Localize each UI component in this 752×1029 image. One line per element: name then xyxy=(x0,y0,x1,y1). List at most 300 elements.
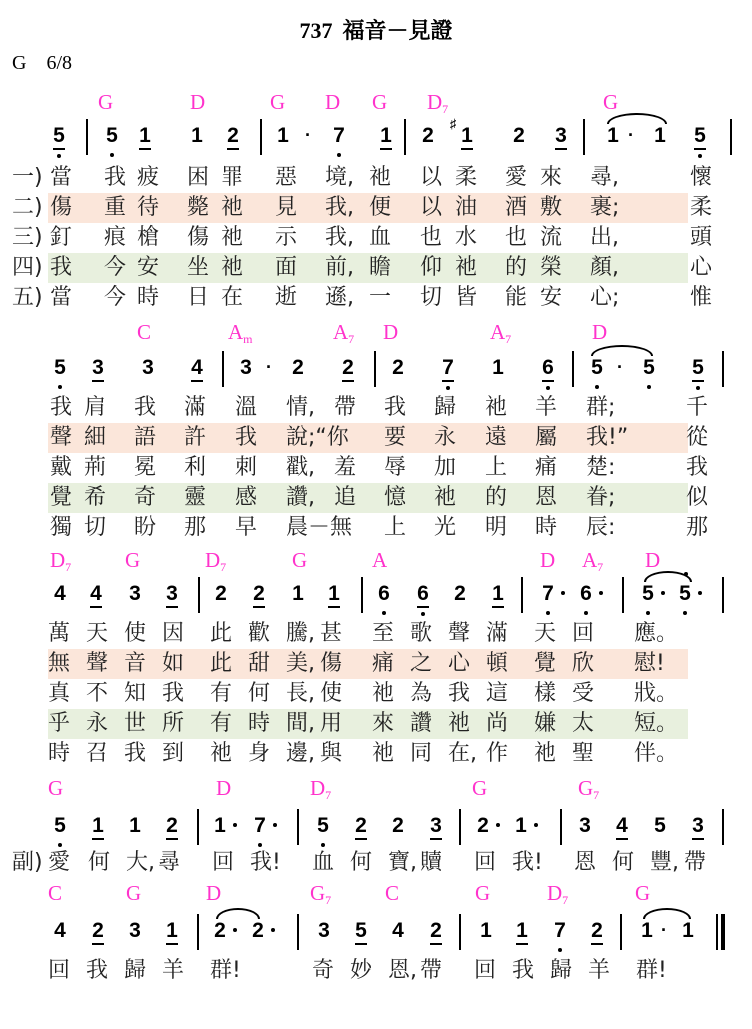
note: 3 xyxy=(318,919,330,942)
note: 4 xyxy=(189,357,205,378)
lyric-syllable: 肩 xyxy=(84,395,107,420)
chord-symbol: G xyxy=(603,90,619,114)
lyric-syllable: 群! xyxy=(636,958,667,983)
lyric-syllable: 世 xyxy=(124,711,147,736)
lyric-syllable: 疲 xyxy=(137,165,160,190)
augmentation-dot xyxy=(599,591,603,595)
lyric-syllable: 惡 xyxy=(275,165,298,190)
verse-label: 副) xyxy=(12,850,43,875)
lyric-syllable: 奇 xyxy=(312,958,335,983)
note: 2 xyxy=(392,814,404,837)
note: 2 xyxy=(392,356,404,379)
chord-symbol: D xyxy=(190,90,206,114)
lyric-syllable: 在, xyxy=(448,741,477,766)
lyric-syllable: 傷 xyxy=(320,651,343,676)
fermata-icon xyxy=(684,572,688,576)
note: 2 xyxy=(353,815,369,836)
lyric-syllable: 辰: xyxy=(586,515,616,540)
note: 2 xyxy=(225,125,241,146)
barline xyxy=(572,351,574,387)
lyric-syllable: 長, xyxy=(286,681,315,706)
eighth-underline xyxy=(227,148,239,150)
lower-octave-dot xyxy=(337,153,341,157)
lyric-syllable: 甚 xyxy=(320,621,343,646)
lyric-syllable: 戴 xyxy=(50,455,73,480)
barline xyxy=(361,577,363,613)
barline xyxy=(297,809,299,845)
lyric-syllable: 盼 xyxy=(134,515,157,540)
chord-symbol: D xyxy=(325,90,341,114)
lyric-syllable: 的 xyxy=(485,485,508,510)
augmentation-dot xyxy=(698,591,702,595)
lyric-syllable: 何 xyxy=(350,850,373,875)
lyric-syllable: 祂 xyxy=(221,195,244,220)
lyric-syllable: 歸 xyxy=(124,958,147,983)
lyric-syllable: 為 xyxy=(410,681,433,706)
lyric-syllable: 加 xyxy=(434,455,457,480)
lyric-syllable: 榮 xyxy=(540,255,563,280)
note: 2 xyxy=(212,920,228,941)
lyric-syllable: 此 xyxy=(210,621,233,646)
lyric-syllable: 出, xyxy=(590,225,619,250)
lyric-syllable: 上 xyxy=(384,515,407,540)
note: 3 xyxy=(129,919,141,942)
chord-symbol: G xyxy=(125,548,141,572)
lyric-syllable: 釘 xyxy=(50,225,73,250)
lyric-syllable: 痛 xyxy=(372,651,395,676)
lyric-syllable: 皆 xyxy=(455,285,478,310)
lyric-syllable: 逝 xyxy=(275,285,298,310)
lyric-syllable: 境, xyxy=(325,165,354,190)
lyric-syllable: 如 xyxy=(162,651,185,676)
lyric-syllable: 困 xyxy=(187,165,210,190)
note: 3 xyxy=(579,814,591,837)
lyric-syllable: 懷 xyxy=(690,165,713,190)
lyric-syllable: 也 xyxy=(505,225,528,250)
lyric-syllable: 讚 xyxy=(410,711,433,736)
tie-arc xyxy=(643,908,691,919)
chord-symbol: C xyxy=(385,881,400,905)
barline xyxy=(297,914,299,950)
lyric-syllable: 辱 xyxy=(384,455,407,480)
lyric-syllable: 短。 xyxy=(634,711,679,736)
lyric-syllable: 作 xyxy=(486,741,509,766)
lyric-syllable: 時 xyxy=(535,515,558,540)
eighth-underline xyxy=(492,606,504,608)
augmentation-dot xyxy=(271,928,275,932)
lyric-syllable: 柔 xyxy=(690,195,713,220)
lyric-syllable: 天 xyxy=(534,621,557,646)
lower-octave-dot xyxy=(698,154,702,158)
lyric-syllable: 明 xyxy=(485,515,508,540)
lyric-syllable: 至 xyxy=(372,621,395,646)
lyric-syllable: 此 xyxy=(210,651,233,676)
lyric-syllable: 利 xyxy=(184,455,207,480)
dot-separator: · xyxy=(266,357,272,377)
lyric-syllable: 祂 xyxy=(372,681,395,706)
note: 1 xyxy=(514,920,530,941)
chord-symbol: G xyxy=(270,90,286,114)
lyric-syllable: 永 xyxy=(86,711,109,736)
lyric-syllable: 許 xyxy=(184,425,207,450)
lyric-syllable: 回 xyxy=(474,850,497,875)
lyric-syllable: 溫 xyxy=(235,395,258,420)
dot-separator: · xyxy=(661,920,667,940)
lyric-syllable: 日 xyxy=(187,285,210,310)
chord-symbol: G xyxy=(98,90,114,114)
lyric-syllable: 切 xyxy=(84,515,107,540)
lyric-syllable: 用 xyxy=(320,711,343,736)
lyric-syllable: 情, xyxy=(286,395,315,420)
note: 5 xyxy=(654,814,666,837)
chord-symbol: A xyxy=(372,548,388,572)
verse-label: 四) xyxy=(12,255,43,280)
eighth-underline xyxy=(516,943,528,945)
note: 2 xyxy=(454,582,466,605)
lyric-syllable: 羊 xyxy=(162,958,185,983)
time-signature: 6/8 xyxy=(46,52,73,74)
note: 1 xyxy=(326,583,342,604)
lyric-syllable: 伴。 xyxy=(634,741,679,766)
lyric-syllable: 的 xyxy=(505,255,528,280)
lyric-syllable: 我 xyxy=(448,681,471,706)
eighth-underline xyxy=(355,943,367,945)
lyric-syllable: 我 xyxy=(512,958,535,983)
lyric-syllable: 祂 xyxy=(534,741,557,766)
lyric-syllable: 有 xyxy=(210,711,233,736)
note: 1 xyxy=(492,356,504,379)
lyric-syllable: 祂 xyxy=(210,741,233,766)
lyric-syllable: 今 xyxy=(104,255,127,280)
barline xyxy=(86,119,88,155)
lyric-syllable: 頭 xyxy=(690,225,713,250)
lyric-syllable: 冕 xyxy=(134,455,157,480)
lyric-syllable: 恩 xyxy=(535,485,558,510)
chord-symbol: $D_7$ xyxy=(50,548,72,574)
lyric-syllable: 靈 xyxy=(184,485,207,510)
lyric-syllable: 我 xyxy=(686,455,709,480)
lyric-syllable: 頓 xyxy=(486,651,509,676)
eighth-underline xyxy=(591,943,603,945)
lyric-syllable: 尚 xyxy=(486,711,509,736)
note: 2 xyxy=(251,583,267,604)
eighth-underline xyxy=(442,380,454,382)
lyric-syllable: 真 xyxy=(48,681,71,706)
note: 6 xyxy=(578,583,594,604)
barline xyxy=(198,577,200,613)
note: 4 xyxy=(392,919,404,942)
lyric-syllable: 我! xyxy=(250,850,281,875)
lyric-syllable: 刺 xyxy=(235,455,258,480)
tie-arc xyxy=(216,908,260,919)
note: 1 xyxy=(129,814,141,837)
chord-symbol: $A_m$ xyxy=(228,320,253,346)
lyric-syllable: 罪 xyxy=(221,165,244,190)
lyric-syllable: 追 xyxy=(334,485,357,510)
eighth-underline xyxy=(380,148,392,150)
lower-octave-dot xyxy=(546,611,550,615)
note: 2 xyxy=(513,124,525,147)
lower-octave-dot xyxy=(57,154,61,158)
lyric-syllable: 與 xyxy=(320,741,343,766)
lyric-syllable: 惟 xyxy=(690,285,713,310)
lyric-syllable: 我 xyxy=(124,741,147,766)
eighth-underline xyxy=(355,838,367,840)
lyric-syllable: 憶 xyxy=(384,485,407,510)
note: 5 xyxy=(677,583,693,604)
eighth-underline xyxy=(555,148,567,150)
lyric-syllable: 之 xyxy=(410,651,433,676)
barline xyxy=(374,351,376,387)
lyric-syllable: 我 xyxy=(235,425,258,450)
note: 5 xyxy=(589,357,605,378)
note: 6 xyxy=(376,583,392,604)
note: 5 xyxy=(692,125,708,146)
lyric-syllable: 酒 xyxy=(505,195,528,220)
lyric-syllable: 當 xyxy=(50,285,73,310)
lyric-syllable: 細 xyxy=(84,425,107,450)
note: 3 xyxy=(553,125,569,146)
eighth-underline xyxy=(92,943,104,945)
barline xyxy=(560,809,562,845)
note: 2 xyxy=(90,920,106,941)
eighth-underline xyxy=(53,148,65,150)
lyric-syllable: 祂 xyxy=(369,165,392,190)
lower-octave-dot xyxy=(595,385,599,389)
lyric-syllable: 心 xyxy=(448,651,471,676)
lyric-syllable: 聲 xyxy=(86,651,109,676)
note: 4 xyxy=(54,919,66,942)
lyric-syllable: 欣 xyxy=(572,651,595,676)
note: 1 xyxy=(654,124,666,147)
key: G xyxy=(12,52,27,74)
chord-symbol: D xyxy=(216,776,232,800)
note: 1 xyxy=(378,125,394,146)
barline xyxy=(730,119,732,155)
note: 1 xyxy=(90,815,106,836)
note: 1 xyxy=(480,919,492,942)
barline xyxy=(722,577,724,613)
lyric-syllable: 帶 xyxy=(684,850,707,875)
lyric-syllable: 晨－無 xyxy=(286,515,353,540)
note: 1 xyxy=(191,124,203,147)
eighth-underline xyxy=(92,380,104,382)
lyric-syllable: 要 xyxy=(384,425,407,450)
lyric-syllable: 我! xyxy=(512,850,543,875)
lyric-syllable: 知 xyxy=(124,681,147,706)
eighth-underline xyxy=(139,148,151,150)
eighth-underline xyxy=(461,148,473,150)
lyric-syllable: 柔 xyxy=(455,165,478,190)
chord-symbol: G xyxy=(372,90,388,114)
lyric-syllable: 傷 xyxy=(187,225,210,250)
lyric-syllable: 尋, xyxy=(590,165,619,190)
lyric-syllable: 那 xyxy=(686,515,709,540)
lyric-syllable: 千 xyxy=(686,395,709,420)
lyric-syllable: 安 xyxy=(540,285,563,310)
lower-octave-dot xyxy=(382,611,386,615)
note: 5 xyxy=(52,815,68,836)
lyric-syllable: 到 xyxy=(162,741,185,766)
lyric-syllable: 群! xyxy=(210,958,241,983)
lyric-syllable: 痕 xyxy=(104,225,127,250)
lyric-syllable: 奇 xyxy=(134,485,157,510)
lyric-syllable: 時 xyxy=(248,711,271,736)
lyric-syllable: 聲 xyxy=(448,621,471,646)
lyric-syllable: 從 xyxy=(686,425,709,450)
key-signature xyxy=(12,52,72,75)
eighth-underline xyxy=(191,380,203,382)
lyric-syllable: 讚, xyxy=(286,485,315,510)
lyric-syllable: 何 xyxy=(612,850,635,875)
barline xyxy=(722,351,724,387)
lyric-syllable: 我 xyxy=(50,395,73,420)
lyric-syllable: 我!” xyxy=(586,425,629,450)
barline xyxy=(620,914,622,950)
lyric-syllable: 祂 xyxy=(448,711,471,736)
chord-symbol: $D_7$ xyxy=(205,548,227,574)
note: 1 xyxy=(490,583,506,604)
lyric-syllable: 斃 xyxy=(187,195,210,220)
lyric-syllable: 面 xyxy=(275,255,298,280)
eighth-underline xyxy=(166,606,178,608)
chord-symbol: C xyxy=(137,320,152,344)
augmentation-dot xyxy=(534,823,538,827)
lyric-syllable: 重 xyxy=(104,195,127,220)
note: 5 xyxy=(641,357,657,378)
lyric-syllable: 祂 xyxy=(372,741,395,766)
lyric-syllable: 上 xyxy=(485,455,508,480)
lyric-syllable: 祂 xyxy=(221,255,244,280)
lyric-syllable: 歌 xyxy=(410,621,433,646)
lyric-syllable: 語 xyxy=(134,425,157,450)
barline xyxy=(459,914,461,950)
lyric-syllable: 甜 xyxy=(248,651,271,676)
note: 4 xyxy=(614,815,630,836)
lyric-syllable: 因 xyxy=(162,621,185,646)
lyric-syllable: 聖 xyxy=(572,741,595,766)
chord-symbol: G xyxy=(292,548,308,572)
note: 7 xyxy=(540,583,556,604)
note: 4 xyxy=(54,582,66,605)
chord-symbol: $A_7$ xyxy=(490,320,512,346)
chord-symbol: C xyxy=(48,881,63,905)
lyric-syllable: 一 xyxy=(369,285,392,310)
eighth-underline xyxy=(342,380,354,382)
lyric-syllable: 祂 xyxy=(485,395,508,420)
lower-octave-dot xyxy=(446,386,450,390)
lyric-syllable: 身 xyxy=(248,741,271,766)
barline xyxy=(521,577,523,613)
note: 5 xyxy=(353,920,369,941)
lyric-syllable: 我 xyxy=(50,255,73,280)
eighth-underline xyxy=(430,838,442,840)
note: 6 xyxy=(540,357,556,378)
lyric-syllable: 流 xyxy=(540,225,563,250)
note: 2 xyxy=(215,582,227,605)
note: 3 xyxy=(690,815,706,836)
lyric-syllable: 裹; xyxy=(590,195,620,220)
lyric-syllable: 切 xyxy=(420,285,443,310)
lyric-syllable: 我 xyxy=(134,395,157,420)
lyric-syllable: 心 xyxy=(690,255,713,280)
lyric-syllable: 時 xyxy=(137,285,160,310)
lyric-syllable: 祂 xyxy=(221,225,244,250)
lyric-syllable: 當 xyxy=(50,165,73,190)
lower-octave-dot xyxy=(421,612,425,616)
lyric-syllable: 歡 xyxy=(248,621,271,646)
barline xyxy=(222,351,224,387)
note: 5 xyxy=(640,583,656,604)
note: 2 xyxy=(292,356,304,379)
tie-arc xyxy=(607,113,667,124)
lyric-syllable: 回 xyxy=(48,958,71,983)
tie-arc xyxy=(591,345,653,356)
augmentation-dot xyxy=(561,591,565,595)
chord-symbol: G xyxy=(472,776,488,800)
lyric-syllable: 以 xyxy=(420,165,443,190)
eighth-underline xyxy=(692,838,704,840)
eighth-underline xyxy=(542,380,554,382)
lyric-syllable: 槍 xyxy=(137,225,160,250)
barline xyxy=(404,119,406,155)
final-barline-thin xyxy=(716,914,718,950)
lyric-syllable: 妙 xyxy=(350,958,373,983)
lower-octave-dot xyxy=(110,153,114,157)
eighth-underline xyxy=(166,838,178,840)
final-barline-thick xyxy=(721,914,725,950)
lyric-syllable: 希 xyxy=(84,485,107,510)
lyric-syllable: 羞 xyxy=(334,455,357,480)
lyric-syllable: 覺 xyxy=(534,651,557,676)
eighth-underline xyxy=(90,606,102,608)
lyric-syllable: 回 xyxy=(212,850,235,875)
sharp-icon: ♯ xyxy=(450,116,457,131)
lyric-syllable: 使 xyxy=(124,621,147,646)
lyric-syllable: 早 xyxy=(235,515,258,540)
note: 7 xyxy=(552,920,568,941)
eighth-underline xyxy=(328,606,340,608)
lyric-syllable: 愛 xyxy=(48,850,71,875)
lyric-syllable: 來 xyxy=(540,165,563,190)
lyric-syllable: 來 xyxy=(372,711,395,736)
lyric-syllable: 祂 xyxy=(434,485,457,510)
chord-symbol: G xyxy=(635,881,651,905)
lyric-syllable: 似 xyxy=(686,485,709,510)
lyric-syllable: 屬 xyxy=(535,425,558,450)
lyric-syllable: 我 xyxy=(104,165,127,190)
augmentation-dot xyxy=(661,591,665,595)
lower-octave-dot xyxy=(58,385,62,389)
lyric-syllable: 敷 xyxy=(540,195,563,220)
note: 2 xyxy=(164,815,180,836)
lyric-syllable: 說;“你 xyxy=(286,425,349,450)
lyric-syllable: 歸 xyxy=(434,395,457,420)
lyric-syllable: 愛 xyxy=(505,165,528,190)
eighth-underline xyxy=(692,380,704,382)
lower-octave-dot xyxy=(584,611,588,615)
lyric-syllable: 間, xyxy=(286,711,315,736)
note: 7 xyxy=(331,125,347,146)
note: 1 xyxy=(682,919,694,942)
lyric-syllable: 乎 xyxy=(48,711,71,736)
lyric-syllable: 痛 xyxy=(535,455,558,480)
note: 1 xyxy=(641,919,653,942)
lower-octave-dot xyxy=(258,843,262,847)
lyric-syllable: 尋 xyxy=(158,850,181,875)
lyric-syllable: 覺 xyxy=(50,485,73,510)
lyric-syllable: 油 xyxy=(455,195,478,220)
